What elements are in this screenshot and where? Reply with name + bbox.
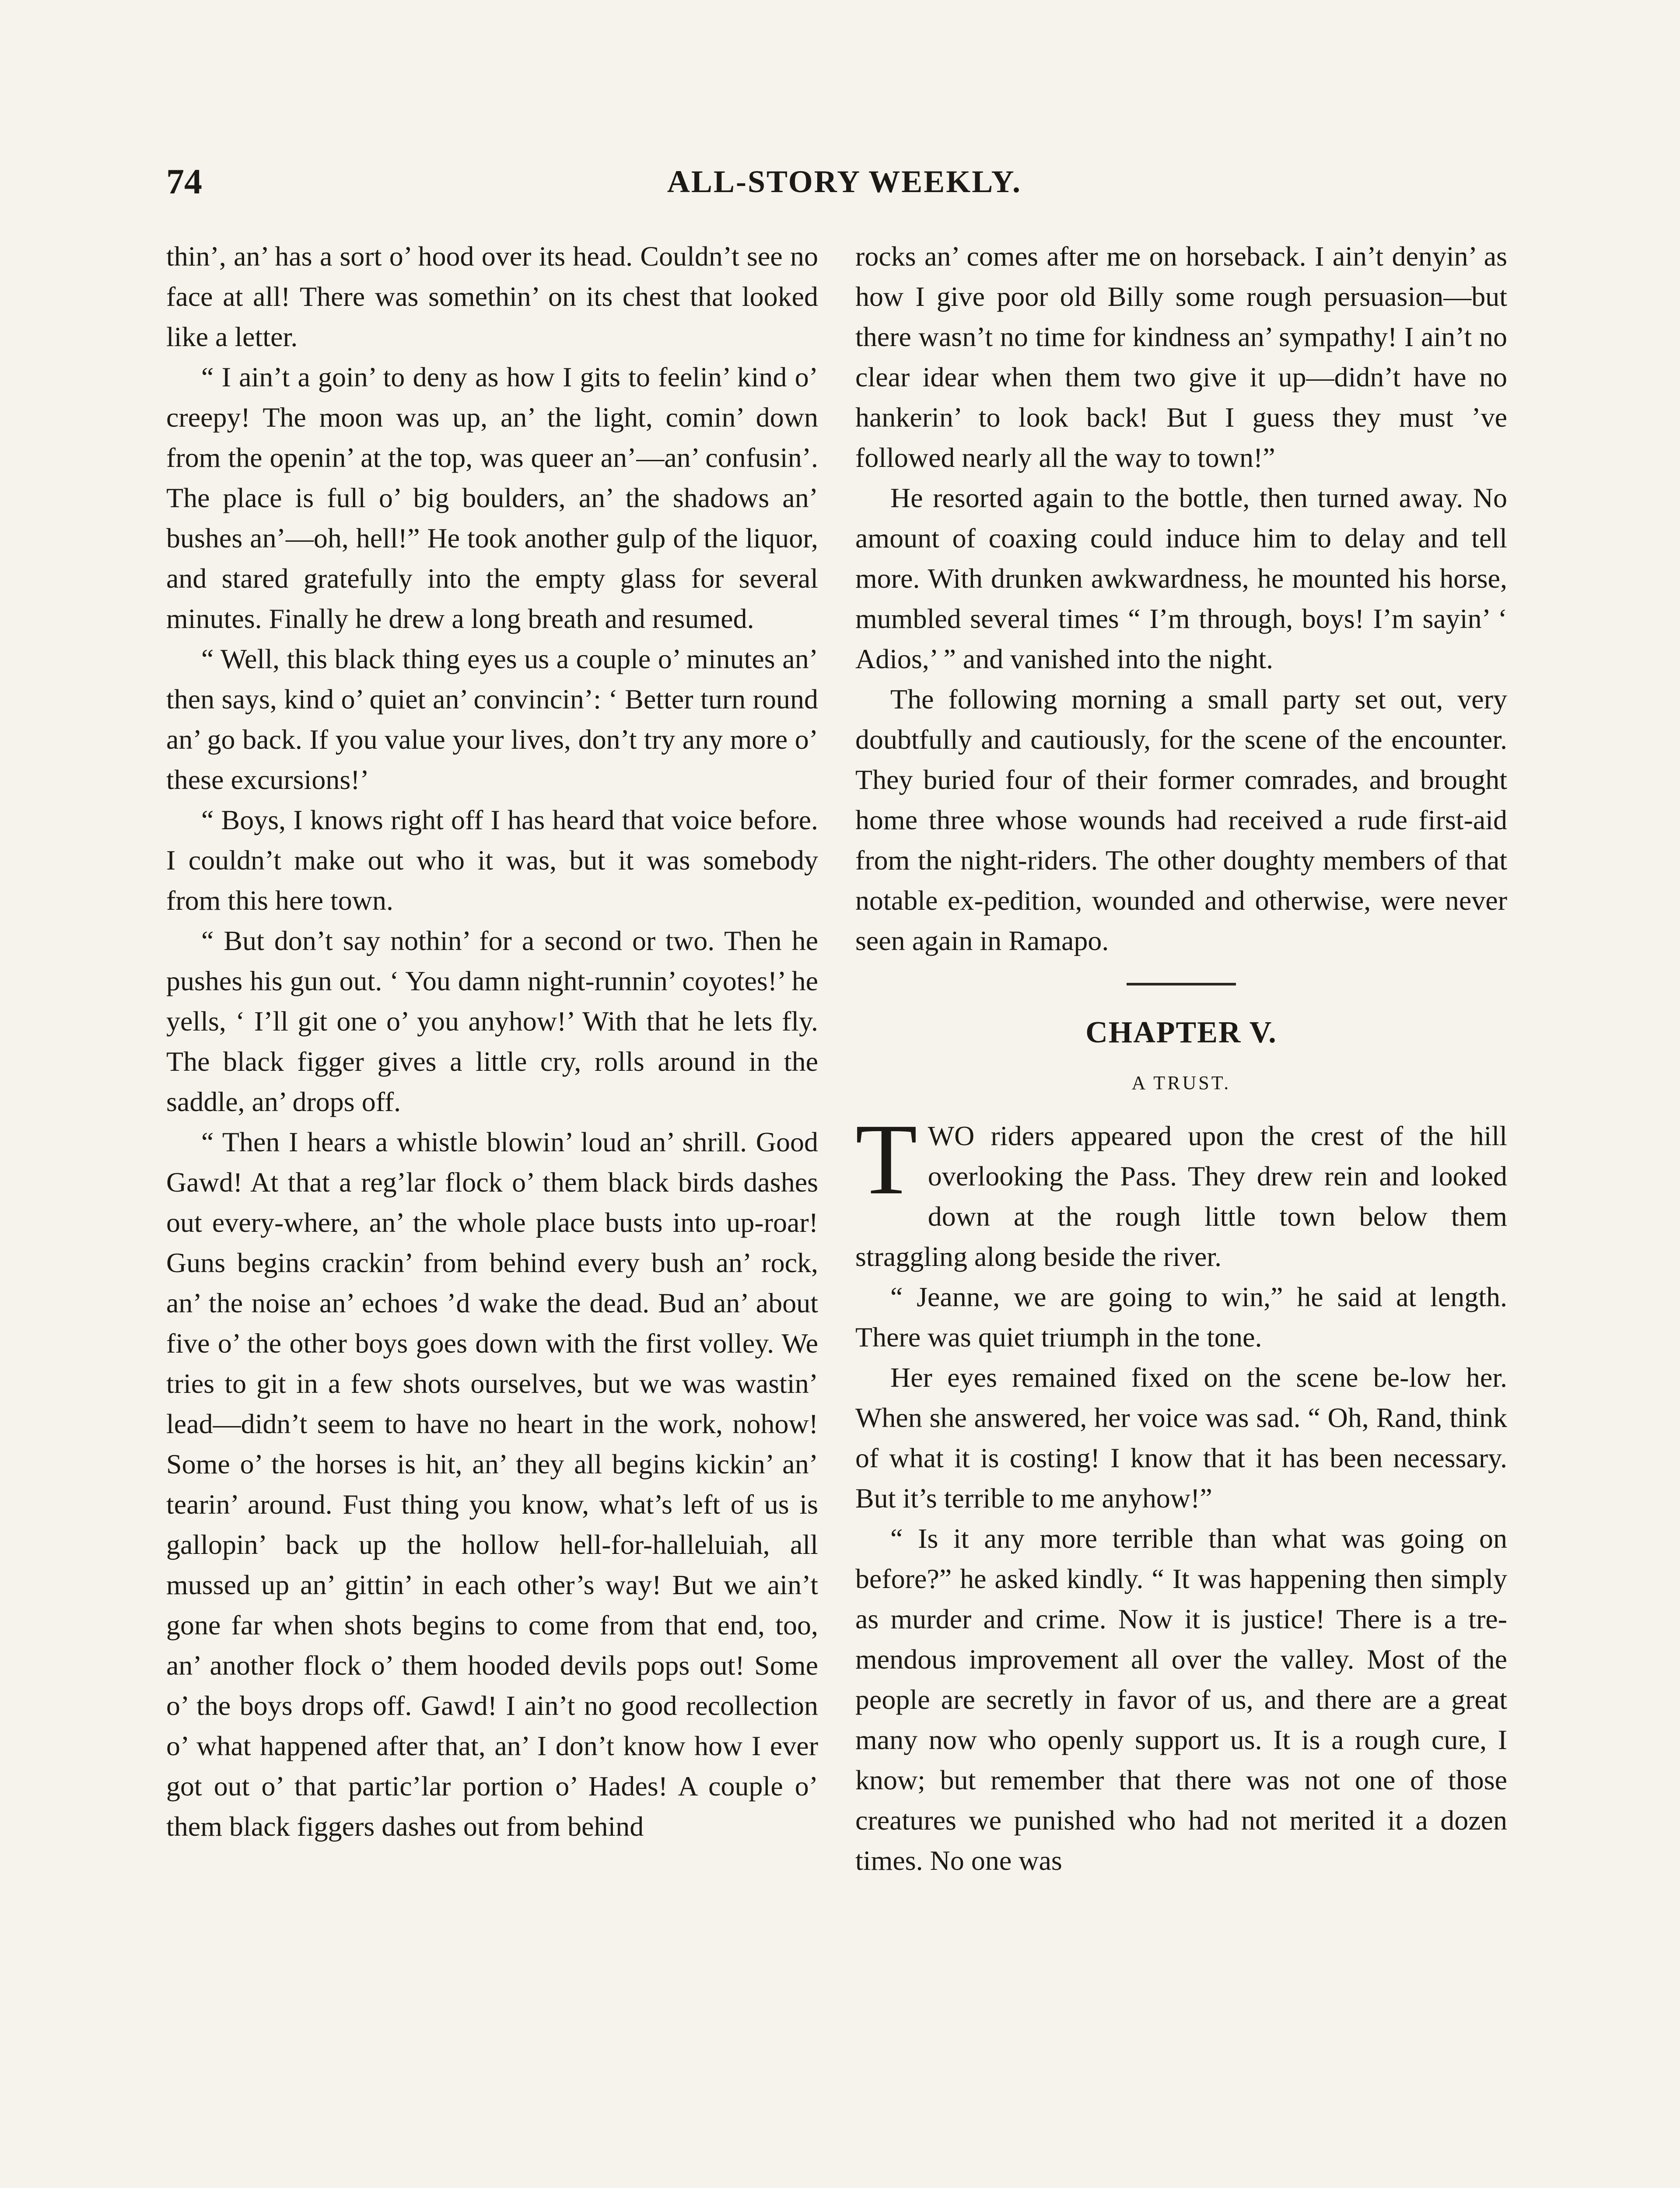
page-number: 74 <box>166 161 202 201</box>
left-column <box>166 236 818 2188</box>
section-divider <box>1127 983 1236 985</box>
paragraph: “ Then I hears a whistle blowin’ loud an’ shrill. Good Gawd! At that a reg’lar flock o’ them black birds dashes out every-where, an’ the whole place busts into up-roar! Guns begins crackin’ from behind every bush an’ rock, an’ the noise an’ echoes ’d wake the dead. Bud an’ about five o’ the other boys goes down with the first volley. We tries to git in a few shots ourselves, but we was wastin’ lead—didn’t seem to have no heart in the work, nohow! Some o’ the horses is hit, an’ they all begins kickin’ an’ tearin’ around. Fust thing you know, what’s left of us is gallopin’ back up the hollow hell-for-halleluiah, all mussed up an’ gittin’ in each other’s way! But we ain’t gone far when shots begins to come from that end, too, an’ another flock o’ them hooded devils pops out! Some o’ the boys drops off. Gawd! I ain’t no good recollection o’ what happened after that, an’ I don’t know how I ever got out o’ that partic’lar portion o’ Hades! A couple o’ them black figgers dashes out from behind <box>166 1126 818 1842</box>
paragraph: “ Jeanne, we are going to win,” he said at length. There was quiet triumph in the tone. <box>855 1281 1507 1353</box>
paragraph: “ Is it any more terrible than what was going on before?” he asked kindly. “ It was happening then simply as murder and crime. Now it is justice! There is a tre-mendous improvement all over the valley. Most of the people are secretly in favor of us, and there are a great many now who openly support us. It is a rough cure, I know; but remember that there was not one of those creatures we punished who had not merited it a dozen times. No one was <box>855 1523 1507 1876</box>
paragraph: “ But don’t say nothin’ for a second or two. Then he pushes his gun out. ‘ You damn night-runnin’ coyotes!’ he yells, ‘ I’ll git one o’ you anyhow!’ With that he lets fly. The black figger gives a little cry, rolls around in the saddle, an’ drops off. <box>166 925 818 1117</box>
chapter-title: CHAPTER V. <box>1085 1016 1277 1049</box>
paragraph: He resorted again to the bottle, then turned away. No amount of coaxing could induce him to delay and tell more. With drunken awkwardness, he mounted his horse, mumbled several times “ I’m through, boys! I’m sayin’ ‘ Adios,’ ” and vanished into the night. <box>855 482 1507 674</box>
running-head: ALL-STORY WEEKLY. <box>667 164 1022 199</box>
paragraph: rocks an’ comes after me on horseback. I ain’t denyin’ as how I give poor old Billy some rough persuasion—but there wasn’t no time for kindness an’ sympathy! I ain’t no clear idear when them two give it up—didn’t have no hankerin’ to look back! But I guess they must ’ve followed nearly all the way to town!” <box>855 241 1507 473</box>
paragraph: thin’, an’ has a sort o’ hood over its head. Couldn’t see no face at all! There was somethin’ on its chest that looked like a letter. <box>166 241 818 352</box>
drop-cap: T <box>855 1103 917 1216</box>
page-header <box>166 158 1522 206</box>
paragraph: The following morning a small party set out, very doubtfully and cautiously, for the scene of the encounter. They buried four of their former comrades, and brought home three whose wounds had received a rude first-aid from the night-riders. The other doughty members of that notable ex-pedition, wounded and otherwise, were never seen again in Ramapo. <box>855 684 1507 956</box>
paragraph: Her eyes remained fixed on the scene be-low her. When she answered, her voice was sad. “ Oh, Rand, think of what it is costing! I know that it has been necessary. But it’s terrible to me anyhow!” <box>855 1362 1507 1514</box>
paragraph: “ Well, this black thing eyes us a couple o’ minutes an’ then says, kind o’ quiet an’ convincin’: ‘ Better turn round an’ go back. If you value your lives, don’t try any more o’ these excursions!’ <box>166 643 818 795</box>
opening-paragraph <box>855 1103 1507 1277</box>
paragraph: “ I ain’t a goin’ to deny as how I gits to feelin’ kind o’ creepy! The moon was up, an’ the light, comin’ down from the openin’ at the top, was queer an’—an’ confusin’. The place is full o’ big boulders, an’ the shadows an’ bushes an’—oh, hell!” He took another gulp of the liquor, and stared gratefully into the empty glass for several minutes. Finally he drew a long breath and resumed. <box>166 361 818 634</box>
chapter-subtitle: A TRUST. <box>1131 1072 1231 1094</box>
paragraph: “ Boys, I knows right off I has heard that voice before. I couldn’t make out who it was, but it was somebody from this here town. <box>166 804 818 916</box>
right-column <box>855 236 1507 2188</box>
opening-text: WO riders appeared upon the crest of the hill overlooking the Pass. They drew rein and looked down at the rough little town below them straggling along beside the river. <box>855 1120 1507 1272</box>
